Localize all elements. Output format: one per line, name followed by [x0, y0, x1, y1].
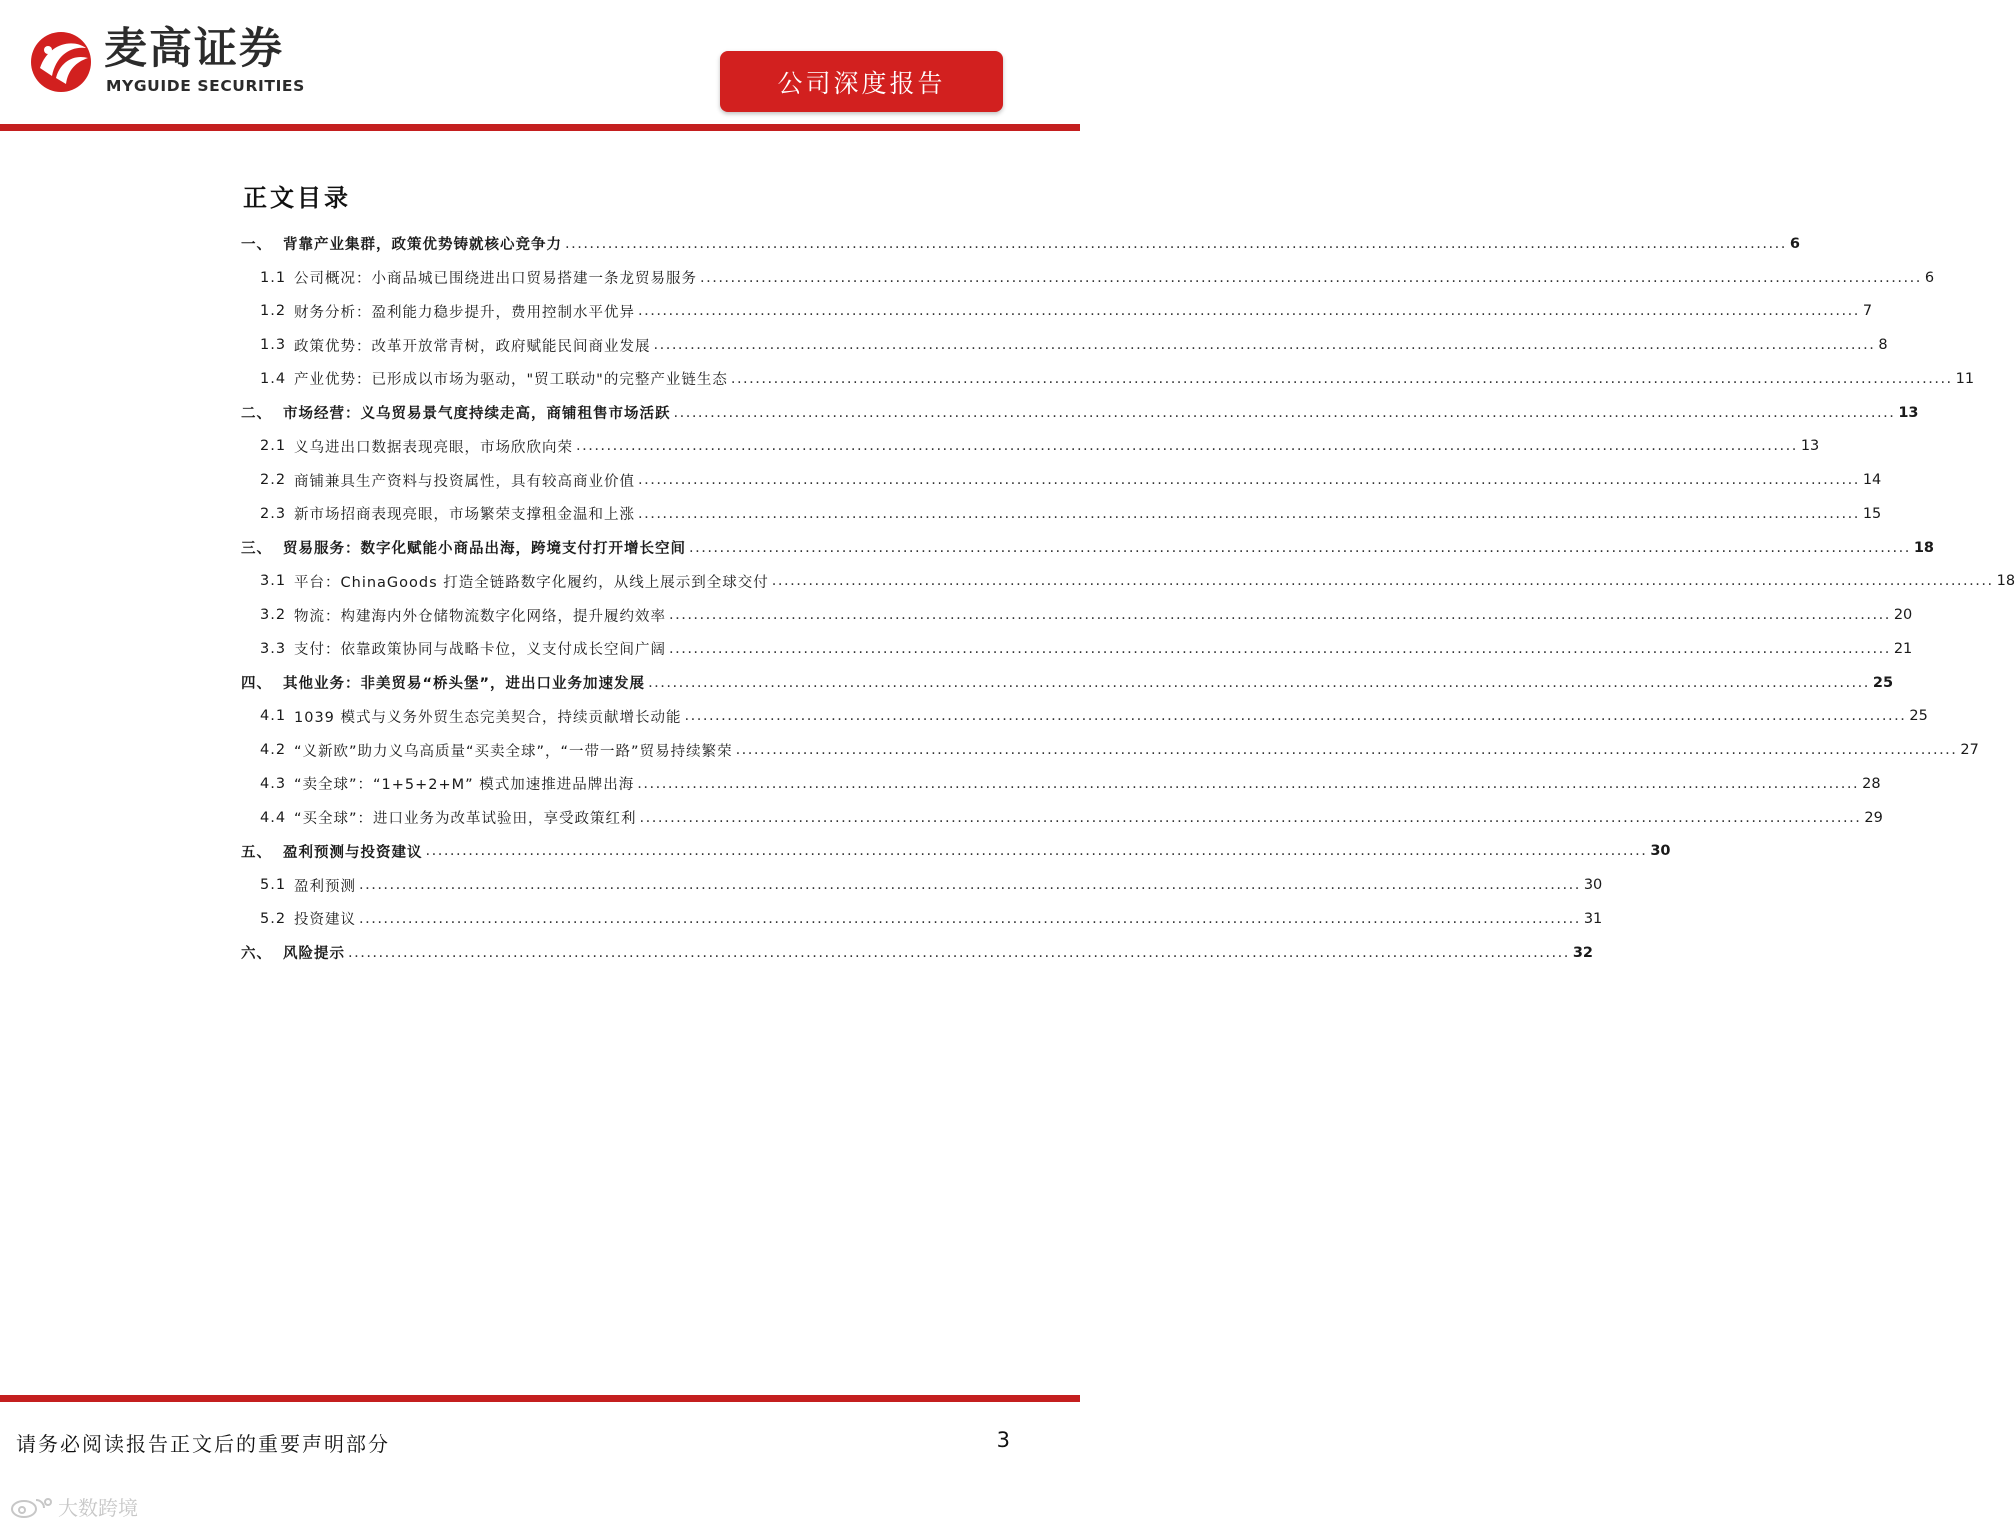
- toc-leader-dots: ........................................................................................................................................................................................................: [639, 809, 1862, 826]
- toc-entry-page: 32: [1572, 944, 1594, 961]
- toc-entry-title: 盈利预测: [294, 878, 356, 895]
- toc-entry-number: 3.2: [260, 607, 287, 624]
- toc-entry-title: “义新欧”助力义乌高质量“买卖全球”，“一带一路”贸易持续繁荣: [294, 743, 733, 760]
- toc-entry-page: 11: [1955, 370, 1975, 387]
- toc-entry-title: 其他业务：非美贸易“桥头堡”，进出口业务加速发展: [283, 676, 646, 693]
- toc-section-entry[interactable]: [241, 295, 1873, 329]
- toc-entry-number: 4.3: [260, 775, 287, 792]
- toc-chapter-entry[interactable]: [241, 227, 1800, 261]
- toc-chapter-entry[interactable]: [241, 396, 1919, 430]
- toc-entry-page: 28: [1862, 775, 1881, 792]
- toc-entry-number: 4.4: [260, 809, 287, 826]
- brand-name-en: MYGUIDE SECURITIES: [106, 77, 305, 95]
- table-of-contents: [241, 227, 2015, 970]
- toc-section-entry[interactable]: [241, 700, 1928, 734]
- toc-leader-dots: ........................................................................................................................................................................................................: [653, 337, 1876, 354]
- toc-entry-title: 商铺兼具生产资料与投资属性，具有较高商业价值: [294, 473, 635, 490]
- toc-entry-number: 1.1: [260, 269, 287, 286]
- toc-leader-dots: ........................................................................................................................................................................................................: [669, 640, 1891, 657]
- toc-entry-page: 13: [1800, 438, 1820, 455]
- toc-section-entry[interactable]: [241, 497, 1882, 531]
- toc-section-entry[interactable]: [241, 868, 1603, 902]
- toc-leader-dots: ........................................................................................................................................................................................................: [684, 708, 1907, 725]
- toc-entry-page: 31: [1583, 910, 1603, 927]
- toc-entry-page: 25: [1909, 708, 1928, 725]
- toc-leader-dots: ........................................................................................................................................................................................................: [648, 674, 1870, 691]
- toc-leader-dots: ........................................................................................................................................................................................................: [638, 472, 1860, 489]
- toc-leader-dots: ........................................................................................................................................................................................................: [425, 843, 1648, 860]
- toc-entry-page: 15: [1862, 505, 1882, 522]
- toc-leader-dots: ........................................................................................................................................................................................................: [576, 438, 1798, 455]
- toc-chapter-entry[interactable]: [241, 531, 1935, 565]
- toc-entry-title: 财务分析：盈利能力稳步提升，费用控制水平优异: [294, 304, 635, 321]
- toc-leader-dots: ........................................................................................................................................................................................................: [637, 775, 1860, 792]
- toc-entry-number: 六、: [241, 946, 272, 963]
- toc-section-entry[interactable]: [241, 801, 1883, 835]
- toc-section-entry[interactable]: [241, 328, 1888, 362]
- footer-divider: [0, 1395, 1080, 1402]
- toc-entry-page: 8: [1878, 337, 1888, 354]
- toc-entry-title: 支付：依靠政策协同与战略卡位，义支付成长空间广阔: [294, 642, 666, 659]
- toc-leader-dots: ........................................................................................................................................................................................................: [348, 944, 1570, 961]
- toc-section-entry[interactable]: [241, 430, 1820, 464]
- toc-entry-page: 18: [1913, 539, 1935, 556]
- toc-entry-title: 公司概况：小商品城已围绕进出口贸易搭建一条龙贸易服务: [294, 271, 697, 288]
- toc-entry-page: 18: [1996, 573, 2015, 590]
- toc-entry-number: 5.1: [260, 877, 287, 894]
- toc-chapter-entry[interactable]: [241, 835, 1671, 869]
- toc-leader-dots: ........................................................................................................................................................................................................: [673, 404, 1896, 421]
- toc-leader-dots: ........................................................................................................................................................................................................: [359, 910, 1581, 927]
- toc-entry-page: 30: [1650, 843, 1671, 860]
- toc-section-entry[interactable]: [241, 565, 2015, 599]
- toc-entry-title: 市场经营：义乌贸易景气度持续走高，商铺租售市场活跃: [283, 406, 671, 423]
- toc-entry-number: 五、: [241, 844, 272, 861]
- toc-entry-title: 产业优势：已形成以市场为驱动，"贸工联动"的完整产业链生态: [294, 372, 728, 389]
- toc-entry-number: 1.3: [260, 337, 287, 354]
- toc-entry-page: 6: [1924, 269, 1935, 286]
- toc-section-entry[interactable]: [241, 463, 1882, 497]
- toc-entry-title: 平台：ChinaGoods 打造全链路数字化履约，从线上展示到全球交付: [294, 574, 769, 591]
- toc-entry-page: 21: [1893, 640, 1913, 657]
- page-number: 3: [996, 1428, 1010, 1452]
- toc-entry-number: 4.1: [260, 708, 287, 725]
- toc-entry-number: 一、: [241, 237, 272, 254]
- toc-entry-title: 物流：构建海内外仓储物流数字化网络，提升履约效率: [294, 608, 666, 625]
- toc-section-entry[interactable]: [241, 902, 1603, 936]
- header-divider: [0, 124, 1080, 131]
- toc-entry-page: 30: [1583, 877, 1603, 894]
- toc-entry-number: 四、: [241, 676, 272, 693]
- toc-entry-title: 盈利预测与投资建议: [283, 844, 423, 861]
- toc-entry-number: 3.1: [260, 573, 287, 590]
- toc-entry-number: 4.2: [260, 742, 287, 759]
- toc-leader-dots: ........................................................................................................................................................................................................: [638, 303, 1860, 320]
- toc-section-entry[interactable]: [241, 767, 1881, 801]
- toc-entry-number: 二、: [241, 406, 272, 423]
- toc-section-entry[interactable]: [241, 362, 1975, 396]
- toc-entry-number: 三、: [241, 541, 272, 558]
- report-type-badge: 公司深度报告: [720, 51, 1003, 112]
- toc-entry-title: 风险提示: [283, 946, 345, 963]
- toc-section-entry[interactable]: [241, 261, 1935, 295]
- watermark: [10, 1492, 138, 1521]
- toc-leader-dots: ........................................................................................................................................................................................................: [359, 877, 1581, 894]
- toc-entry-page: 25: [1872, 674, 1894, 691]
- toc-leader-dots: ........................................................................................................................................................................................................: [669, 607, 1891, 624]
- toc-section-entry[interactable]: [241, 598, 1913, 632]
- toc-entry-number: 1.2: [260, 303, 287, 320]
- toc-leader-dots: ........................................................................................................................................................................................................: [700, 269, 1922, 286]
- toc-entry-title: 贸易服务：数字化赋能小商品出海，跨境支付打开增长空间: [283, 541, 686, 558]
- brand-name-cn: 麦高证券: [104, 24, 284, 74]
- toc-chapter-entry[interactable]: [241, 936, 1594, 970]
- toc-entry-number: 1.4: [260, 370, 287, 387]
- toc-entry-title: 背靠产业集群，政策优势铸就核心竞争力: [283, 237, 562, 254]
- toc-entry-title: “卖全球”：“1+5+2+M” 模式加速推进品牌出海: [294, 777, 635, 794]
- toc-chapter-entry[interactable]: [241, 666, 1894, 700]
- toc-section-entry[interactable]: [241, 733, 1979, 767]
- toc-entry-number: 5.2: [260, 910, 287, 927]
- toc-entry-page: 20: [1893, 607, 1913, 624]
- toc-entry-title: 政策优势：改革开放常青树，政府赋能民间商业发展: [294, 338, 651, 355]
- watermark-text: 大数跨境: [58, 1496, 138, 1520]
- footer-disclaimer: 请务必阅读报告正文后的重要声明部分: [16, 1432, 390, 1456]
- toc-entry-page: 13: [1898, 404, 1919, 421]
- myguide-logo-icon: [26, 26, 96, 96]
- toc-entry-number: 2.3: [260, 505, 287, 522]
- toc-leader-dots: ........................................................................................................................................................................................................: [730, 370, 1953, 387]
- weibo-watermark-icon: [10, 1494, 54, 1520]
- toc-entry-page: 29: [1864, 809, 1883, 826]
- toc-section-entry[interactable]: [241, 632, 1913, 666]
- toc-entry-page: 6: [1789, 235, 1800, 252]
- toc-entry-page: 27: [1960, 742, 1979, 759]
- toc-entry-page: 14: [1862, 472, 1882, 489]
- toc-entry-title: 投资建议: [294, 912, 356, 929]
- toc-title: 正文目录: [243, 183, 351, 212]
- toc-entry-page: 7: [1862, 303, 1873, 320]
- toc-leader-dots: ........................................................................................................................................................................................................: [638, 505, 1860, 522]
- toc-leader-dots: ........................................................................................................................................................................................................: [771, 573, 1994, 590]
- toc-entry-number: 3.3: [260, 640, 287, 657]
- toc-entry-title: 义乌进出口数据表现亮眼，市场欣欣向荣: [294, 439, 573, 456]
- toc-entry-number: 2.2: [260, 472, 287, 489]
- toc-entry-title: 1039 模式与义务外贸生态完美契合，持续贡献增长动能: [294, 709, 682, 726]
- toc-leader-dots: ........................................................................................................................................................................................................: [565, 235, 1787, 252]
- toc-leader-dots: ........................................................................................................................................................................................................: [689, 539, 1911, 556]
- toc-entry-number: 2.1: [260, 438, 287, 455]
- toc-entry-title: “买全球”：进口业务为改革试验田，享受政策红利: [294, 811, 637, 828]
- toc-leader-dots: ........................................................................................................................................................................................................: [735, 742, 1958, 759]
- toc-entry-title: 新市场招商表现亮眼，市场繁荣支撑租金温和上涨: [294, 507, 635, 524]
